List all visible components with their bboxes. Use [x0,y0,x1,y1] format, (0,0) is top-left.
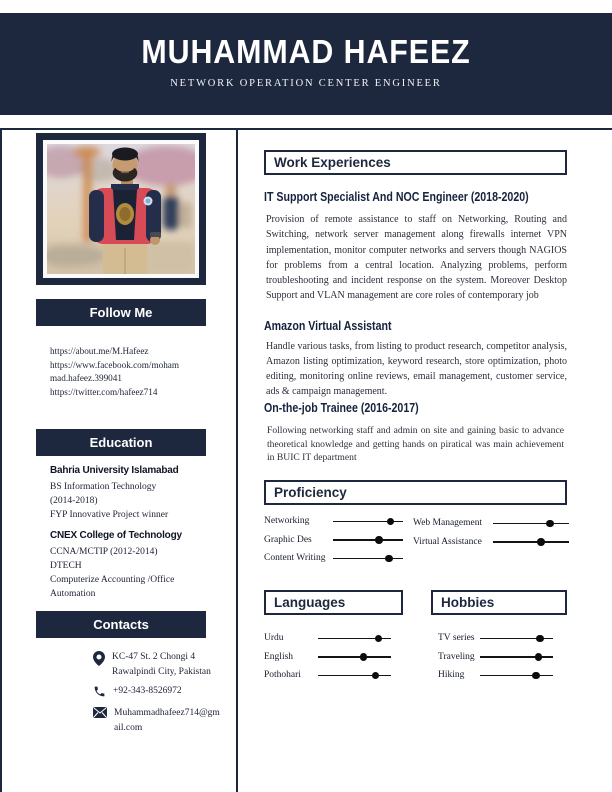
phone-number: +92-343-8526972 [113,686,182,696]
hobbies-list [438,629,553,685]
hobby-slider [480,656,553,658]
languages-list [264,629,391,685]
hobby-slider [480,675,553,677]
skill-level-dot [546,520,554,528]
education-detail: BS Information Technology [50,482,157,492]
language-level-dot [372,672,380,680]
education-detail: (2014-2018) [50,496,98,506]
education-content [50,464,212,601]
skill-row [413,514,569,533]
job-description: Following networking staff and admin on site and gaining basic to advance theoretical knowledge and getting hands on piratical was main achievement in BUIC IT department [267,425,564,464]
language-slider [318,656,391,658]
proficiency-heading: Proficiency [264,480,567,505]
envelope-icon [93,707,107,718]
column-divider-line [236,128,238,792]
facebook-link[interactable]: https://www.facebook.com/mohammad.hafeez.399041 [50,359,180,384]
skill-row [264,512,403,531]
school-name: CNEX College of Technology [50,530,182,541]
hobby-level-dot [532,672,540,680]
education-detail: FYP Innovative Project winner [50,510,169,520]
job-title: Amazon Virtual Assistant [264,319,392,333]
hobby-row [438,666,553,685]
hobby-row [438,648,553,667]
language-row [264,629,391,648]
person-name: MUHAMMAD HAFEEZ [141,33,471,70]
languages-heading: Languages [264,590,403,615]
follow-me-heading: Follow Me [36,299,206,326]
skill-label: Graphic Des [264,534,312,545]
skill-slider [493,523,569,525]
education-detail: CCNA/MCTIP (2012-2014) [50,547,158,557]
language-label: Urdu [264,633,284,644]
education-heading: Education [36,429,206,456]
skill-row [264,549,403,568]
proficiency-column-right [413,514,569,551]
contact-phone-row [93,684,182,699]
skill-label: Virtual Assistance [413,536,482,547]
skill-row [264,531,403,550]
skill-slider [333,539,403,541]
phone-icon [93,685,106,698]
aboutme-link[interactable]: https://about.me/M.Hafeez [50,346,149,356]
skill-slider [333,521,403,523]
language-label: Pothohari [264,670,301,681]
language-slider [318,675,391,677]
header-divider-line [0,128,612,130]
job-title: IT Support Specialist And NOC Engineer (2018-2020) [264,190,529,204]
hobby-slider [480,638,553,640]
hobby-row [438,629,553,648]
hobby-level-dot [536,635,544,643]
twitter-link[interactable]: https://twitter.com/hafeez714 [50,386,158,397]
work-experiences-heading: Work Experiences [264,150,567,175]
portrait-photo-illustration [47,144,195,274]
skill-level-dot [387,518,395,526]
hobby-label: TV series [438,633,475,644]
proficiency-column-left [264,512,403,568]
job-description: Handle various tasks, from listing to product research, competitor analysis, Amazon listing optimization, keyword research, store optimization, photo editing, monitoring online reviews, email management, customer service, ads & campaign management. [266,341,567,397]
photo-frame [36,133,206,285]
school-name: Bahria University Islamabad [50,465,179,476]
skill-slider [333,558,403,560]
hobby-label: Traveling [438,651,475,662]
language-row [264,648,391,667]
hobby-level-dot [535,653,543,661]
contact-email-row [93,706,222,735]
contact-address-row [93,650,211,679]
portrait-photo [43,140,199,278]
skill-row [413,533,569,552]
skill-level-dot [385,555,393,563]
page-left-border [0,128,2,792]
skill-label: Web Management [413,518,483,529]
language-row [264,666,391,685]
skill-label: Content Writing [264,553,326,564]
language-slider [318,638,391,640]
person-role: NETWORK OPERATION CENTER ENGINEER [170,78,442,89]
email-address[interactable]: Muhammadhafeez714@gmail.com [114,708,220,733]
language-level-dot [375,635,383,643]
address-line: Rawalpindi City, Pakistan [112,666,211,677]
education-detail: Computerize Accounting /Office Automation [50,575,175,599]
language-level-dot [360,653,368,661]
skill-level-dot [537,538,545,546]
address-line: KC-47 St. 2 Chongi 4 [112,652,196,662]
skill-level-dot [375,536,383,544]
language-label: English [264,651,294,662]
skill-slider [493,541,569,543]
job-title: On-the-job Trainee (2016-2017) [264,401,419,415]
hobby-label: Hiking [438,670,465,681]
education-detail: DTECH [50,561,82,571]
skill-label: Networking [264,516,310,527]
header-banner [0,13,612,115]
contacts-heading: Contacts [36,611,206,638]
social-links [50,345,182,399]
location-pin-icon [93,651,105,666]
hobbies-heading: Hobbies [431,590,567,615]
job-description: Provision of remote assistance to staff on Networking, Routing and Switching, network server management along firewalls internet VPN implementation, monitor computer networks and servers though NAGIOS for problems from a central location. Analyzing problems, perform troubleshooting and incident response on the system. Moreover Desktop Support and VLAN management are core roles of contemporary job [266,214,567,302]
